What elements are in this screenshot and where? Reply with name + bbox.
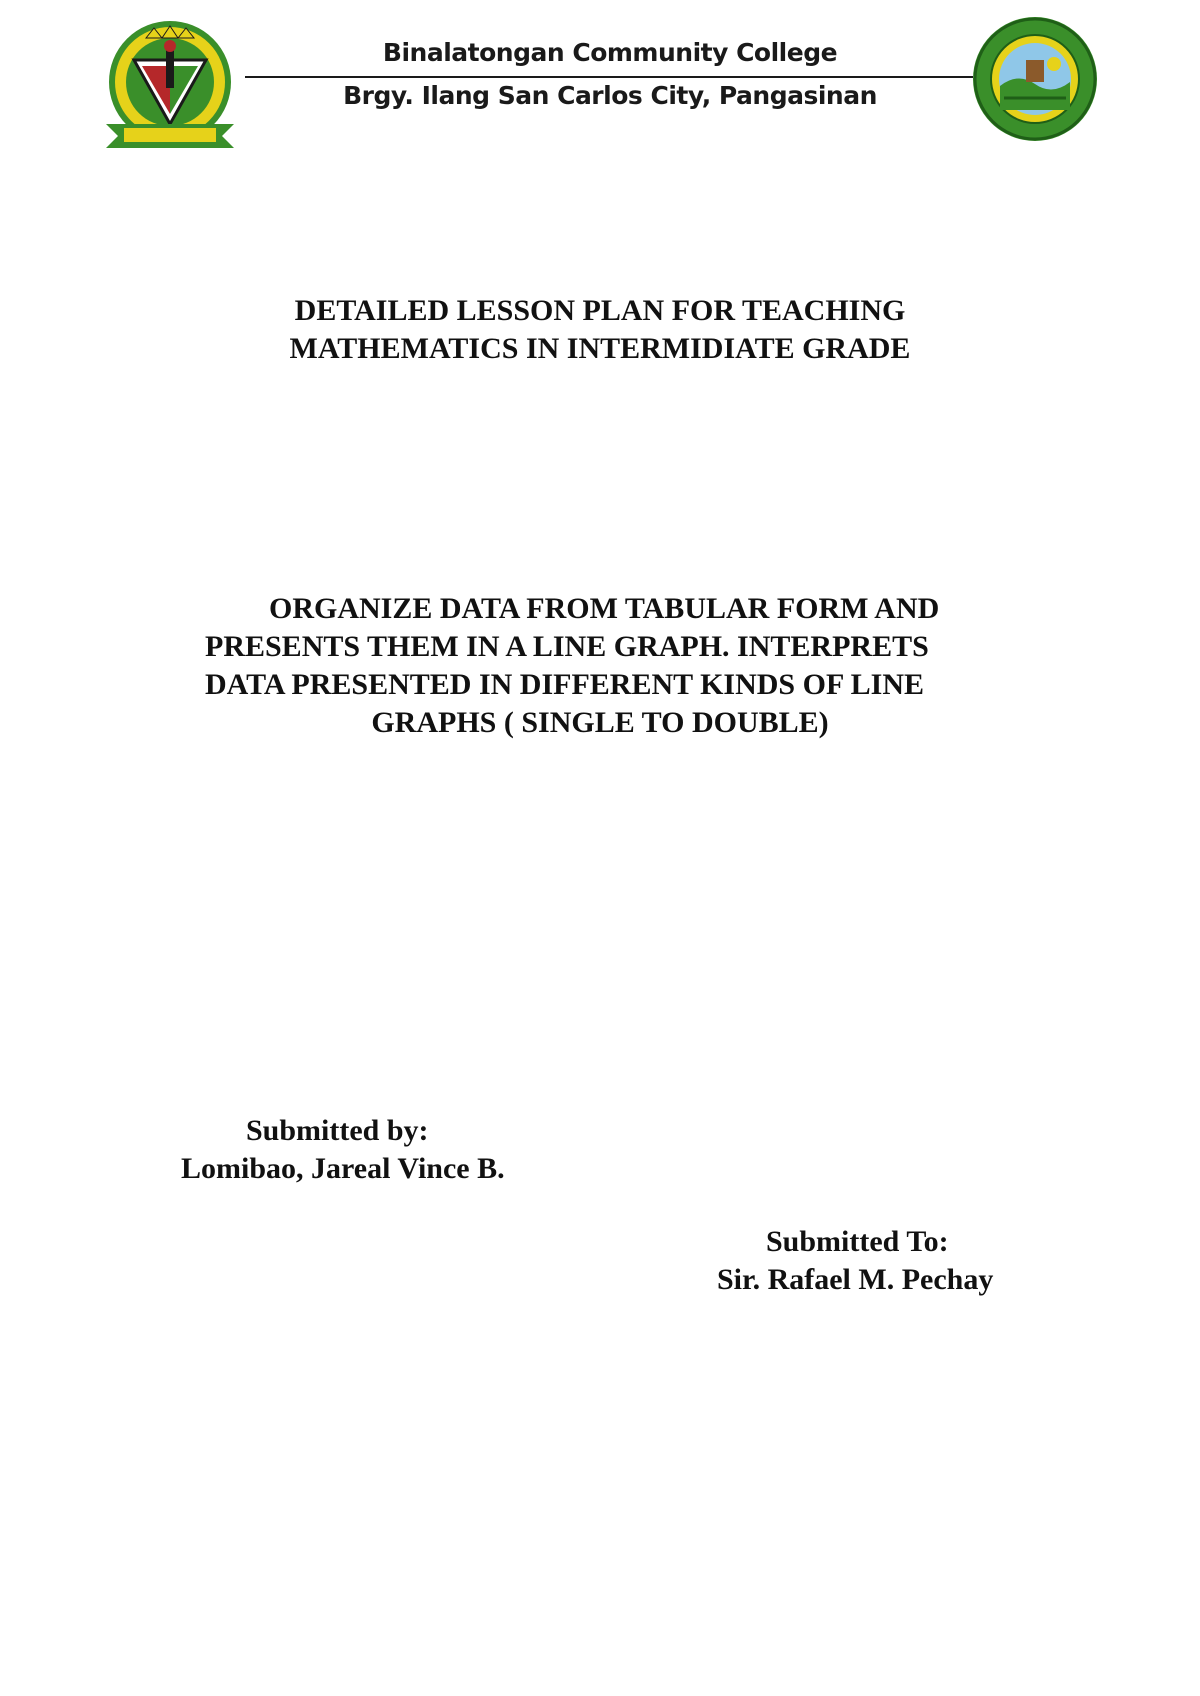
title-line: DETAILED LESSON PLAN FOR TEACHING bbox=[294, 294, 906, 327]
title-line: MATHEMATICS IN INTERMIDIATE GRADE bbox=[289, 332, 911, 365]
header-divider bbox=[245, 76, 973, 78]
submitted-by-label: Submitted by: bbox=[246, 1114, 429, 1147]
college-address: Brgy. Ilang San Carlos City, Pangasinan bbox=[343, 81, 877, 110]
college-seal-icon bbox=[102, 20, 238, 150]
college-name-text: Binalatongan Community College bbox=[382, 38, 838, 67]
document-title bbox=[200, 292, 1000, 368]
submitted-to-label: Submitted To: bbox=[766, 1225, 949, 1258]
objective-line: DATA PRESENTED IN DIFFERENT KINDS OF LINE bbox=[205, 668, 925, 701]
city-seal-icon bbox=[970, 14, 1100, 144]
objective-line: ORGANIZE DATA FROM TABULAR FORM AND bbox=[269, 592, 940, 625]
submitted-by-name: Lomibao, Jareal Vince B. bbox=[181, 1152, 505, 1185]
lesson-objective bbox=[205, 590, 1015, 742]
objective-line: GRAPHS ( SINGLE TO DOUBLE) bbox=[371, 706, 829, 739]
submitted-to-name: Sir. Rafael M. Pechay bbox=[717, 1263, 994, 1296]
objective-line: PRESENTS THEM IN A LINE GRAPH. INTERPRETS bbox=[205, 630, 929, 663]
college-name bbox=[245, 38, 975, 68]
